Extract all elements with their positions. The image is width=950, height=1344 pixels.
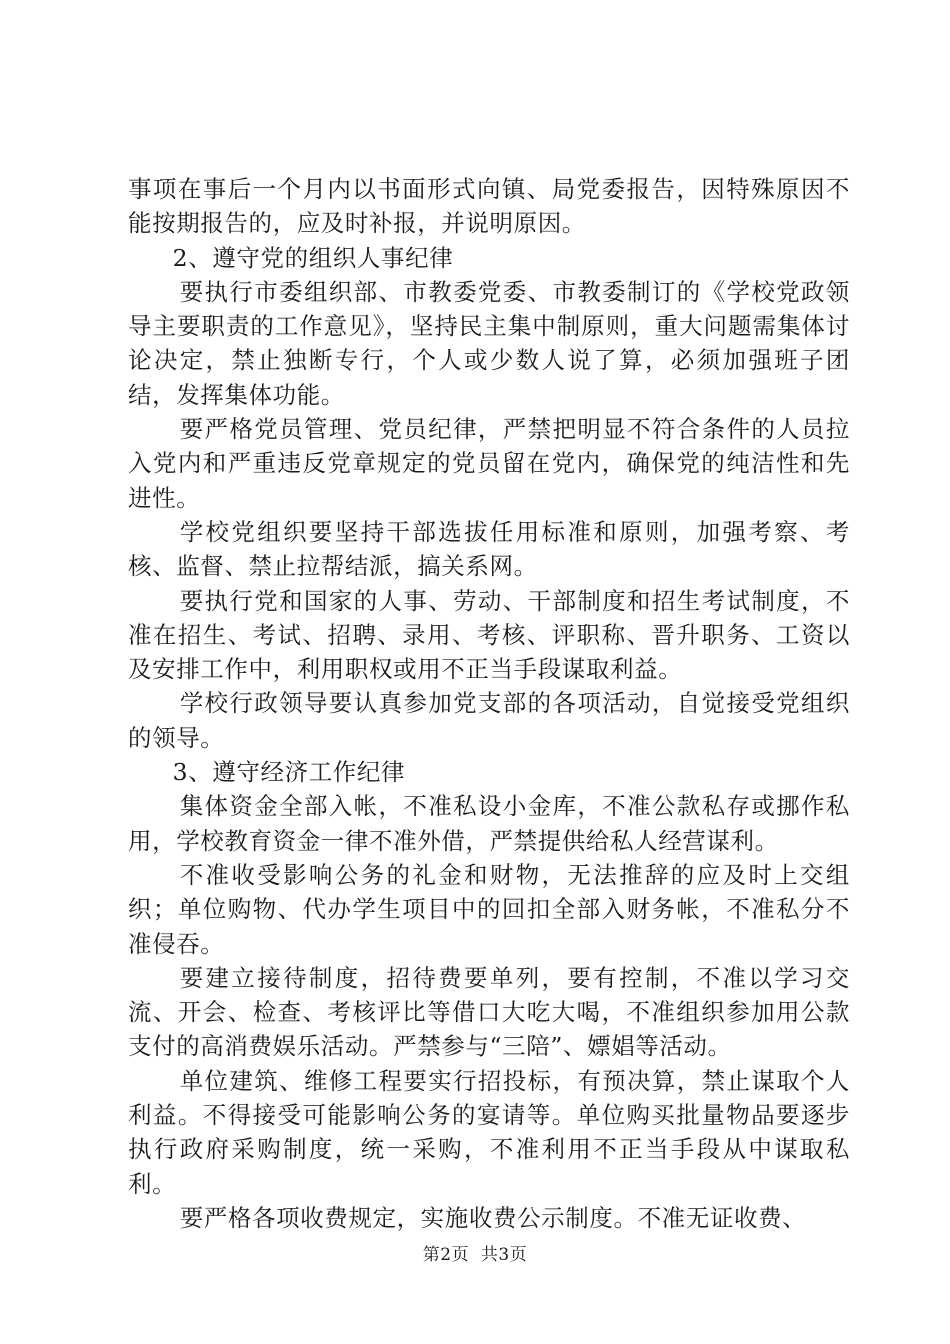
paragraph: 要严格各项收费规定，实施收费公示制度。不准无证收费、 xyxy=(179,1203,807,1232)
paragraph: 不准收受影响公务的礼金和财物，无法推辞的应及时上交组织；单位购物、代办学生项目中的回扣全部入财务帐，不准私分不准侵吞。 xyxy=(128,860,850,958)
section-heading-economic-discipline: 3、遵守经济工作纪律 xyxy=(172,758,406,787)
paragraph: 单位建筑、维修工程要实行招投标，有预决算，禁止谋取个人利益。不得接受可能影响公务的宴请等。单位购买批量物品要逐步执行政府采购制度，统一采购，不准利用不正当手段从中谋取私利。 xyxy=(128,1066,850,1198)
paragraph: 学校党组织要坚持干部选拔任用标准和原则，加强考察、考核、监督、禁止拉帮结派，搞关系网。 xyxy=(128,517,850,581)
paragraph: 要严格党员管理、党员纪律，严禁把明显不符合条件的人员拉入党内和严重违反党章规定的党员留在党内，确保党的纯洁性和先进性。 xyxy=(128,415,850,512)
paragraph: 要建立接待制度，招待费要单列，要有控制，不准以学习交流、开会、检查、考核评比等借口大吃大喝，不准组织参加用公款支付的高消费娱乐活动。严禁参与“三陪”、嫖娼等活动。 xyxy=(128,963,850,1061)
paragraph: 要执行市委组织部、市教委党委、市教委制订的《学校党政领导主要职责的工作意见》，坚持民主集中制原则，重大问题需集体讨论决定，禁止独断专行，个人或少数人说了算，必须加强班子团结，发挥集体功能。 xyxy=(128,277,850,409)
page-number: 第2页 共3页 xyxy=(422,1245,528,1265)
paragraph-continued: 事项在事后一个月内以书面形式向镇、局党委报告，因特殊原因不能按期报告的，应及时补报，并说明原因。 xyxy=(128,175,850,238)
paragraph: 集体资金全部入帐，不准私设小金库，不准公款私存或挪作私用，学校教育资金一律不准外借，严禁提供给私人经营谋利。 xyxy=(128,792,850,855)
document-body xyxy=(128,172,850,1235)
paragraph: 要执行党和国家的人事、劳动、干部制度和招生考试制度，不准在招生、考试、招聘、录用、考核、评职称、晋升职务、工资以及安排工作中，利用职权或用不正当手段谋取利益。 xyxy=(128,586,850,684)
section-heading-organization-discipline: 2、遵守党的组织人事纪律 xyxy=(172,243,454,272)
paragraph: 学校行政领导要认真参加党支部的各项活动，自觉接受党组织的领导。 xyxy=(128,689,850,752)
page-footer xyxy=(0,1243,950,1267)
